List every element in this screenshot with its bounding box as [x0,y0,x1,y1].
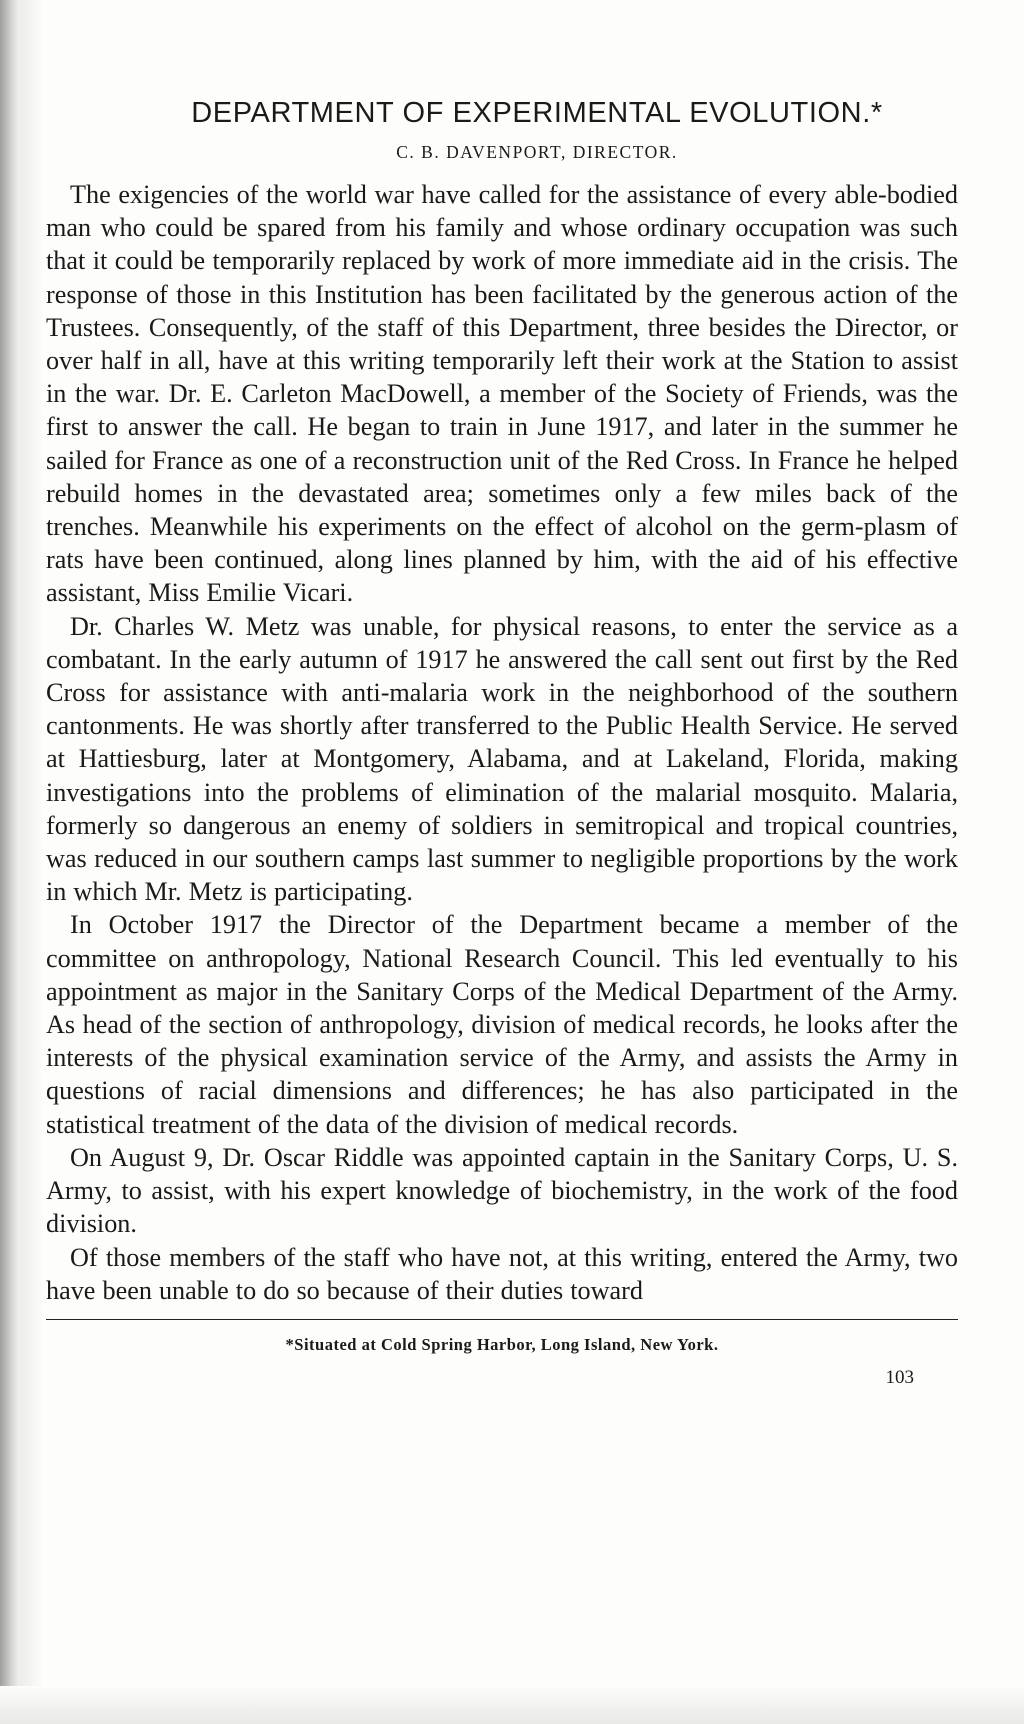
scan-binding-edge [0,0,20,1724]
paragraph-4: On August 9, Dr. Oscar Riddle was appointed captain in the Sanitary Corps, U. S. Army, to assist, with his expert knowledge of biochemistry, in the work of the food division. [46,1142,958,1239]
footnote-divider [46,1319,958,1320]
footnote: *Situated at Cold Spring Harbor, Long Island, New York. [285,1334,719,1354]
body-text [46,178,958,1307]
scan-bottom-shadow [0,1686,1024,1724]
paragraph-5: Of those members of the staff who have not, at this writing, entered the Army, two have been unable to do so because of their duties toward [46,1242,958,1305]
document-page [46,86,958,1390]
page-number: 103 [885,1366,914,1388]
scan-gutter-shadow [20,0,44,1724]
paragraph-1: The exigencies of the world war have called for the assistance of every able-bodied man who could be spared from his family and whose ordinary occupation was such that it could be temporarily replaced by work of more immediate aid in the crisis. The response of those in this Institution has been facilitated by the generous action of the Trustees. Consequently, of the staff of this Department, three besides the Director, or over half in all, have at this writing temporarily left their work at the Station to assist in the war. Dr. E. Carleton MacDowell, a member of the Society of Friends, was the first to answer the call. He began to train in June 1917, and later in the summer he sailed for France as one of a reconstruction unit of the Red Cross. In France he helped rebuild homes in the devastated area; sometimes only a few miles back of the trenches. Meanwhile his experiments on the effect of alcohol on the germ-plasm of rats have been continued, along lines planned by him, with the aid of his effective assistant, Miss Emilie Vicari. [46,180,958,608]
author-byline: C. B. DAVENPORT, DIRECTOR. [396,142,678,162]
page-title: DEPARTMENT OF EXPERIMENTAL EVOLUTION.* [191,97,883,129]
paragraph-3: In October 1917 the Director of the Department became a member of the committee on anthropology, National Research Council. This led eventually to his appointment as major in the Sanitary Corps of the Medical Department of the Army. As head of the section of anthropology, division of medical records, he looks after the interests of the physical examination service of the Army, and assists the Army in questions of racial dimensions and differences; he has also participated in the statistical treatment of the data of the division of medical records. [46,910,958,1139]
paragraph-2: Dr. Charles W. Metz was unable, for physical reasons, to enter the service as a combatant. In the early autumn of 1917 he answered the call sent out first by the Red Cross for assistance with anti-malaria work in the neighborhood of the southern cantonments. He was shortly after transferred to the Public Health Service. He served at Hattiesburg, later at Montgomery, Alabama, and at Lakeland, Florida, making investigations into the problems of elimination of the malarial mosquito. Malaria, formerly so dangerous an enemy of soldiers in semitropical and tropical countries, was reduced in our southern camps last summer to negligible proportions by the work in which Mr. Metz is participating. [46,611,958,907]
